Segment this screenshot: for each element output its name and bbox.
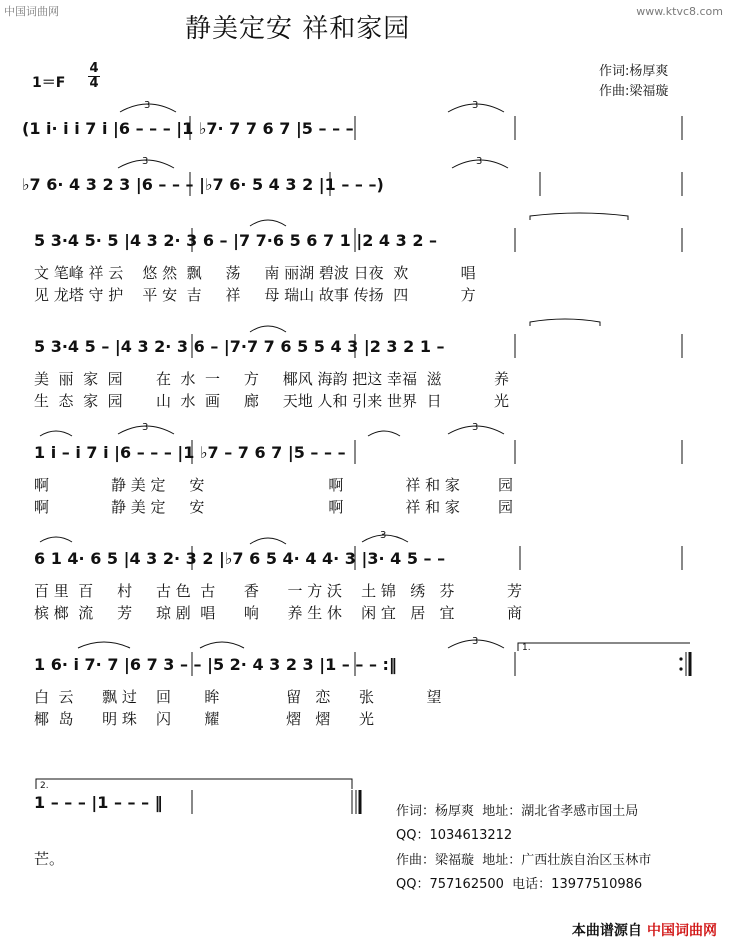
repeat-dot xyxy=(679,667,682,670)
footer-site-link[interactable]: 中国词曲网 xyxy=(647,923,717,939)
score-line-5: 1 i – i 7 i |6 – – – |1 ♭7 – 7 6 7 |5 – – – xyxy=(34,443,346,462)
triplet-mark: 3 xyxy=(476,156,483,167)
lyricist-credit: 作词:杨厚爽 xyxy=(599,64,669,79)
score-line-7: 1 6· i 7· 7 |6 7 3 – – |5 2· 4 3 2 3 |1 – – – :‖ xyxy=(34,655,397,674)
score-line-8: 1 – – – |1 – – – ‖ xyxy=(34,793,163,812)
lyrics-line-4b: 槟 榔 流 芳 琼 剧 唱 响 养 生 休 闲 宜 居 宜 商 xyxy=(34,604,522,622)
volta-second-bracket xyxy=(36,779,352,789)
watermark-right: www.ktvc8.com xyxy=(636,5,723,18)
triplet-mark: 3 xyxy=(142,422,149,433)
score-line-6: 6 1 4· 6 5 |4 3 2· 3 2 |♭7 6 5 4· 4 4· 3 |3· 4 5 – – xyxy=(34,549,446,568)
triplet-mark: 3 xyxy=(472,422,479,433)
score-line-3: 5 3·4 5· 5 |4 3 2· 3 6 – |7 7·6 5 6 7 1 |2 4 3 2 – xyxy=(34,231,438,250)
triplet-mark: 3 xyxy=(472,100,479,111)
lyrics-line-3a: 啊 静 美 定 安 啊 祥 和 家 园 xyxy=(34,476,513,494)
credit-lyricist-address: 作词：杨厚爽 地址：湖北省孝感市国土局 xyxy=(396,804,639,819)
page-title: 静美定安 祥和家园 xyxy=(185,14,411,44)
credit-lyricist-qq: QQ：1034613212 xyxy=(396,828,513,843)
phrase-slur xyxy=(530,213,628,220)
time-signature-top: 4 xyxy=(89,61,99,76)
watermark-left: 中国词曲网 xyxy=(4,5,59,18)
tie-slur xyxy=(200,642,244,648)
lyrics-line-4a: 百 里 百 村 古 色 古 香 一 方 沃 土 锦 绣 芬 芳 xyxy=(34,582,522,600)
phrase-slur xyxy=(530,319,600,326)
footer-source-prefix: 本曲谱源自 xyxy=(571,923,642,939)
tie-slur xyxy=(368,431,400,436)
score-line-4: 5 3·4 5 – |4 3 2· 3 6 – |7·7 7 6 5 5 4 3 |2 3 2 1 – xyxy=(34,337,445,356)
triplet-mark: 3 xyxy=(142,156,149,167)
repeat-dot xyxy=(679,657,682,660)
tie-slur xyxy=(250,220,286,226)
lyrics-line-2b: 生 态 家 园 山 水 画 廊 天地 人和 引来 世界 日 光 xyxy=(34,392,510,410)
credit-composer-address: 作曲：梁福璇 地址：广西壮族自治区玉林市 xyxy=(396,853,652,868)
tie-slur xyxy=(250,538,286,544)
lyrics-line-2a: 美 丽 家 园 在 水 一 方 椰风 海韵 把这 幸福 滋 养 xyxy=(34,370,510,388)
triplet-mark: 3 xyxy=(472,636,479,647)
score-line-2: ♭7 6· 4 3 2 3 |6 – – – |♭7 6· 5 4 3 2 |1 – – –) xyxy=(22,175,384,194)
lyrics-line-3b: 啊 静 美 定 安 啊 祥 和 家 园 xyxy=(34,498,513,516)
tie-slur xyxy=(78,642,130,648)
volta-first-bracket xyxy=(518,643,690,651)
footer-source xyxy=(572,920,717,940)
score-line-1: (1 i· i i 7 i |6 – – – |1 ♭7· 7 7 6 7 |5 – – – xyxy=(22,119,354,138)
lyrics-line-6: 芒。 xyxy=(34,850,65,868)
lyrics-line-1b: 见 龙塔 守 护 平 安 吉 祥 母 瑞山 故事 传扬 四 方 xyxy=(34,286,476,304)
composer-credit: 作曲:梁福璇 xyxy=(599,84,669,99)
volta-first-label: 1. xyxy=(522,643,531,653)
lyrics-line-1a: 文 笔峰 祥 云 悠 然 飘 荡 南 丽湖 碧波 日夜 欢 唱 xyxy=(34,264,476,282)
lyrics-line-5a: 白 云 飘 过 回 眸 留 恋 张 望 xyxy=(34,688,442,706)
tie-slur xyxy=(250,326,286,332)
credit-composer-qq-phone: QQ：757162500 电话：13977510986 xyxy=(396,877,643,892)
lyrics-line-5b: 椰 岛 明 珠 闪 耀 熠 熠 光 xyxy=(34,710,375,728)
time-signature-bottom: 4 xyxy=(89,76,99,91)
tie-slur xyxy=(40,537,72,542)
volta-second-label: 2. xyxy=(40,781,49,791)
key-signature: 1＝F xyxy=(32,75,66,91)
tie-slur xyxy=(40,431,72,436)
triplet-mark: 3 xyxy=(380,530,387,541)
triplet-mark: 3 xyxy=(144,100,151,111)
